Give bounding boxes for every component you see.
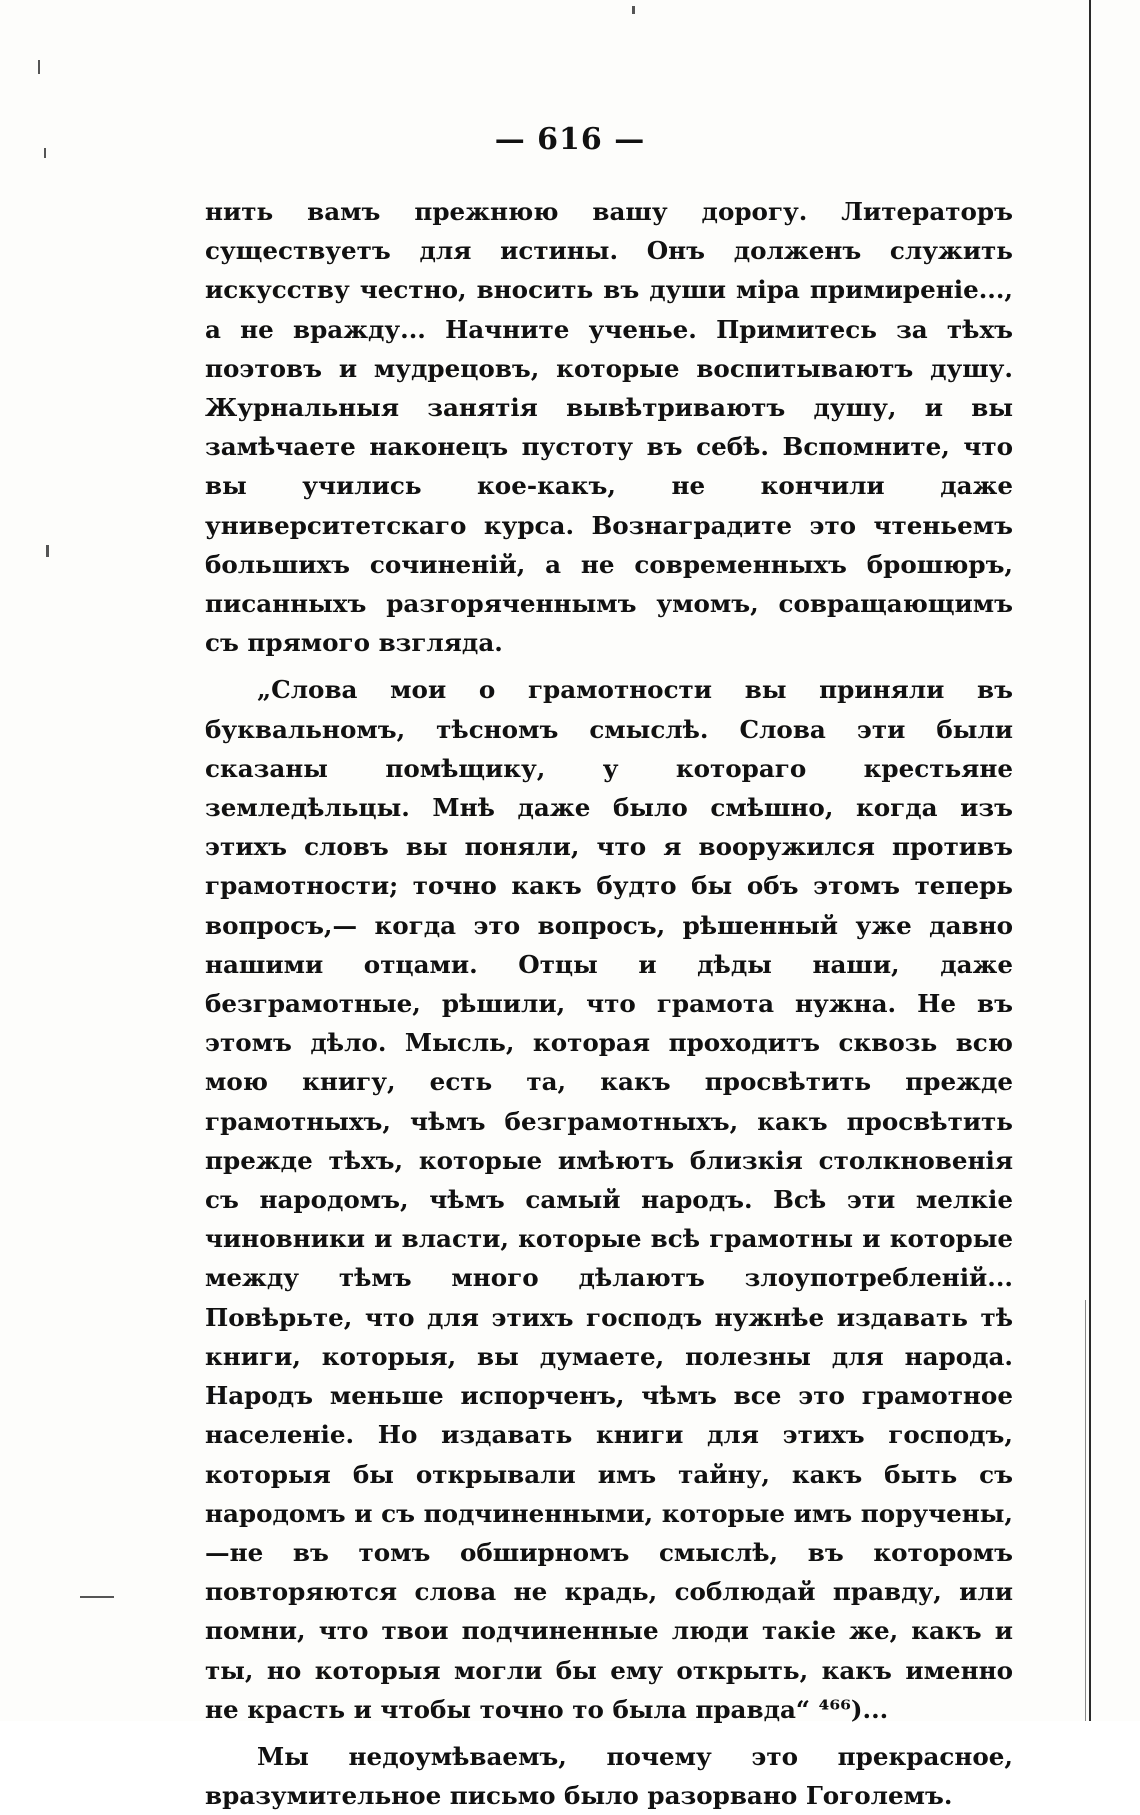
paragraph: Мы недоумѣваемъ, почему это прекрасное, вразумительное письмо было разорвано Гоголемъ.: [205, 1741, 1013, 1811]
scan-mark: [38, 60, 40, 74]
page-number: — 616 —: [494, 122, 646, 157]
page-edge-line-thin: [1085, 1300, 1086, 1721]
scan-mark: [632, 6, 635, 14]
paragraph: „Слова мои о грамотности вы приняли въ буквальномъ, тѣсномъ смыслѣ. Слова эти были сказаны помѣщику, у котораго крестьяне земледѣльцы. Мнѣ даже было смѣшно, когда изъ этихъ словъ вы поняли, что я вооружился противъ грамотности; точно какъ будто бы объ этомъ теперь вопросъ,— когда это вопросъ, рѣшенный уже давно нашими отцами. Отцы и дѣды наши, даже безграмотные, рѣшили, что грамота нужна. Не въ этомъ дѣло. Мысль, которая проходитъ сквозь всю мою книгу, есть та, какъ просвѣтить прежде грамотныхъ, чѣмъ безграмотныхъ, какъ просвѣтить прежде тѣхъ, которые имѣютъ близкія столкновенія съ народомъ, чѣмъ самый народъ. Всѣ эти мелкіе чиновники и власти, которые всѣ грамотны и которые между тѣмъ много дѣлаютъ злоупотребленій... Повѣрьте, что для этихъ господъ нужнѣе издавать тѣ книги, которыя, вы думаете, полезны для народа. Народъ меньше испорченъ, чѣмъ все это грамотное населеніе. Но издавать книги для этихъ господъ, которыя бы открывали имъ тайну, какъ быть съ народомъ и съ подчиненными, которые имъ поручены,—не въ томъ обширномъ смыслѣ, въ которомъ повторяются слова не крадь, соблюдай правду, или помни, что твои подчиненные люди такіе же, какъ и ты, но которыя могли бы ему открыть, какъ именно не красть и чтобы точно то была правда“ ⁴⁶⁶)...: [205, 675, 1013, 1724]
scan-mark: [46, 545, 49, 557]
paragraph: нить вамъ прежнюю вашу дорогу. Литераторъ существуетъ для истины. Онъ долженъ служить искусству честно, вносить въ души міра примиреніе..., а не вражду... Начните ученье. Примитесь за тѣхъ поэтовъ и мудрецовъ, которые воспитываютъ душу. Журнальныя занятія вывѣтриваютъ душу, и вы замѣчаете наконецъ пустоту въ себѣ. Вспомните, что вы учились кое-какъ, не кончили даже университетскаго курса. Вознаградите это чтеньемъ большихъ сочиненій, а не современныхъ брошюръ, писанныхъ разгоряченнымъ умомъ, совращающимъ съ прямого взгляда.: [205, 197, 1013, 658]
scan-mark: [80, 1596, 114, 1598]
page-body: [205, 192, 1013, 1815]
page-edge-line: [1089, 0, 1091, 1721]
